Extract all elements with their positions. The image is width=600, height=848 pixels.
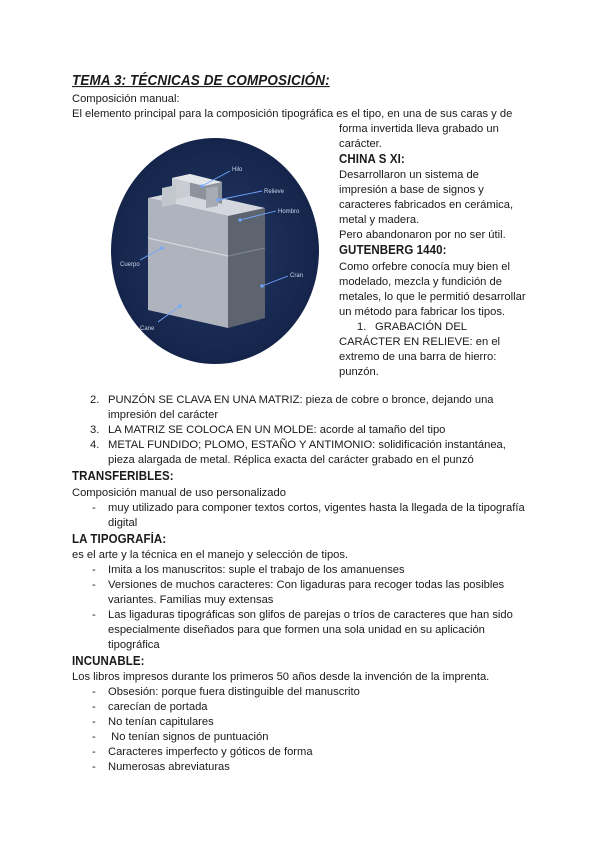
china-line: caracteres fabricados en cerámica, [339, 199, 514, 211]
intro-line: carácter. [339, 138, 382, 150]
leader-dot [238, 218, 241, 221]
bullet-dash: - [92, 502, 96, 514]
gutenberg-line: un método para fabricar los tipos. [339, 306, 506, 318]
gutenberg-line: Como orfebre conocía muy bien el [339, 261, 511, 273]
bullet-dash: - [92, 609, 96, 621]
bullet-dash: - [92, 731, 96, 743]
list-item: Imita a los manuscritos: suple el trabajo de los amanuenses [108, 564, 405, 576]
china-heading: CHINA S XI: [339, 153, 405, 167]
list-item: Numerosas abreviaturas [108, 761, 230, 773]
tipografia-heading: LA TIPOGRAFÍA: [72, 533, 167, 547]
leader-dot [160, 246, 163, 249]
list-item: muy utilizado para componer textos cortos, vigentes hasta la llegada de la tipografía [108, 502, 525, 514]
step-line: CARÁCTER EN RELIEVE: en el [339, 336, 501, 348]
figure-label: Hombro [278, 209, 300, 215]
figure-label: Hilo [232, 167, 243, 173]
list-item: Las ligaduras tipográficas son glifos de parejas o tríos de caracteres que han sido [108, 609, 513, 621]
bullet-dash: - [92, 761, 96, 773]
figure-label: Cuerpo [120, 262, 140, 268]
bullet-dash: - [92, 564, 96, 576]
list-item: carecían de portada [108, 701, 208, 713]
figure-label: Cane [140, 326, 155, 332]
step-number: 4. [90, 439, 100, 451]
step-number: 1. [357, 321, 367, 333]
china-line: Pero abandonaron por no ser útil. [339, 229, 506, 241]
gutenberg-line: metales, lo que le permitió desarrollar [339, 291, 526, 303]
type-block-figure [110, 138, 325, 368]
type-body-right-face [228, 208, 265, 328]
bullet-dash: - [92, 716, 96, 728]
step-number: 2. [90, 394, 100, 406]
step-line: METAL FUNDIDO; PLOMO, ESTAÑO Y ANTIMONIO: solidificación instantánea, [108, 439, 506, 451]
incunable-text: Los libros impresos durante los primeros 50 años desde la invención de la imprenta. [72, 671, 490, 683]
bullet-dash: - [92, 686, 96, 698]
list-item: Caracteres imperfecto y góticos de forma [108, 746, 313, 758]
type-body-left-face [148, 198, 228, 328]
list-item: especialmente diseñados para que formen una sola unidad en su aplicación [108, 624, 485, 636]
china-line: metal y madera. [339, 214, 420, 226]
bullet-dash: - [92, 579, 96, 591]
intro-line: forma invertida lleva grabado un [339, 123, 499, 135]
transferibles-text: Composición manual de uso personalizado [72, 487, 286, 499]
bullet-dash: - [92, 746, 96, 758]
gutenberg-heading: GUTENBERG 1440: [339, 244, 447, 258]
china-line: Desarrollaron un sistema de [339, 169, 479, 181]
step-line: punzón. [339, 366, 379, 378]
step-line: pieza alargada de metal. Réplica exacta del carácter grabado en el punzó [108, 454, 474, 466]
transferibles-heading: TRANSFERIBLES: [72, 470, 174, 484]
list-item: Versiones de muchos caracteres: Con ligaduras para recoger todas las posibles [108, 579, 505, 591]
step-number: 3. [90, 424, 100, 436]
step-line: impresión del carácter [108, 409, 219, 421]
leader-dot [216, 198, 219, 201]
intro-line: El elemento principal para la composición tipográfica es el tipo, en una de sus caras y de [72, 108, 513, 120]
list-item: tipográfica [108, 639, 160, 651]
list-item: No tenían capitulares [108, 716, 214, 728]
step-line: extremo de una barra de hierro: [339, 351, 497, 363]
step-line: LA MATRIZ SE COLOCA EN UN MOLDE: acorde al tamaño del tipo [108, 424, 446, 436]
leader-dot [178, 304, 181, 307]
step-line: GRABACIÓN DEL [375, 321, 468, 333]
list-item: Obsesión: porque fuera distinguible del manuscrito [108, 686, 360, 698]
incunable-heading: INCUNABLE: [72, 655, 145, 669]
page-title: TEMA 3: TÉCNICAS DE COMPOSICIÓN: [72, 72, 330, 89]
list-item: variantes. Familias muy extensas [108, 594, 274, 606]
leader-dot [260, 284, 263, 287]
relief-character-right [206, 186, 218, 208]
list-item: digital [108, 517, 138, 529]
relief-character-left [162, 185, 176, 207]
step-line: PUNZÓN SE CLAVA EN UNA MATRIZ: pieza de cobre o bronce, dejando una [108, 394, 494, 406]
leader-dot [200, 184, 203, 187]
intro-line: Composición manual: [72, 93, 180, 105]
figure-label: Cran [290, 273, 304, 279]
bullet-dash: - [92, 701, 96, 713]
list-item: No tenían signos de puntuación [108, 731, 269, 743]
china-line: impresión a base de signos y [339, 184, 484, 196]
gutenberg-line: modelado, mezcla y fundición de [339, 276, 502, 288]
figure-label: Relieve [264, 189, 285, 195]
tipografia-text: es el arte y la técnica en el manejo y selección de tipos. [72, 549, 349, 561]
